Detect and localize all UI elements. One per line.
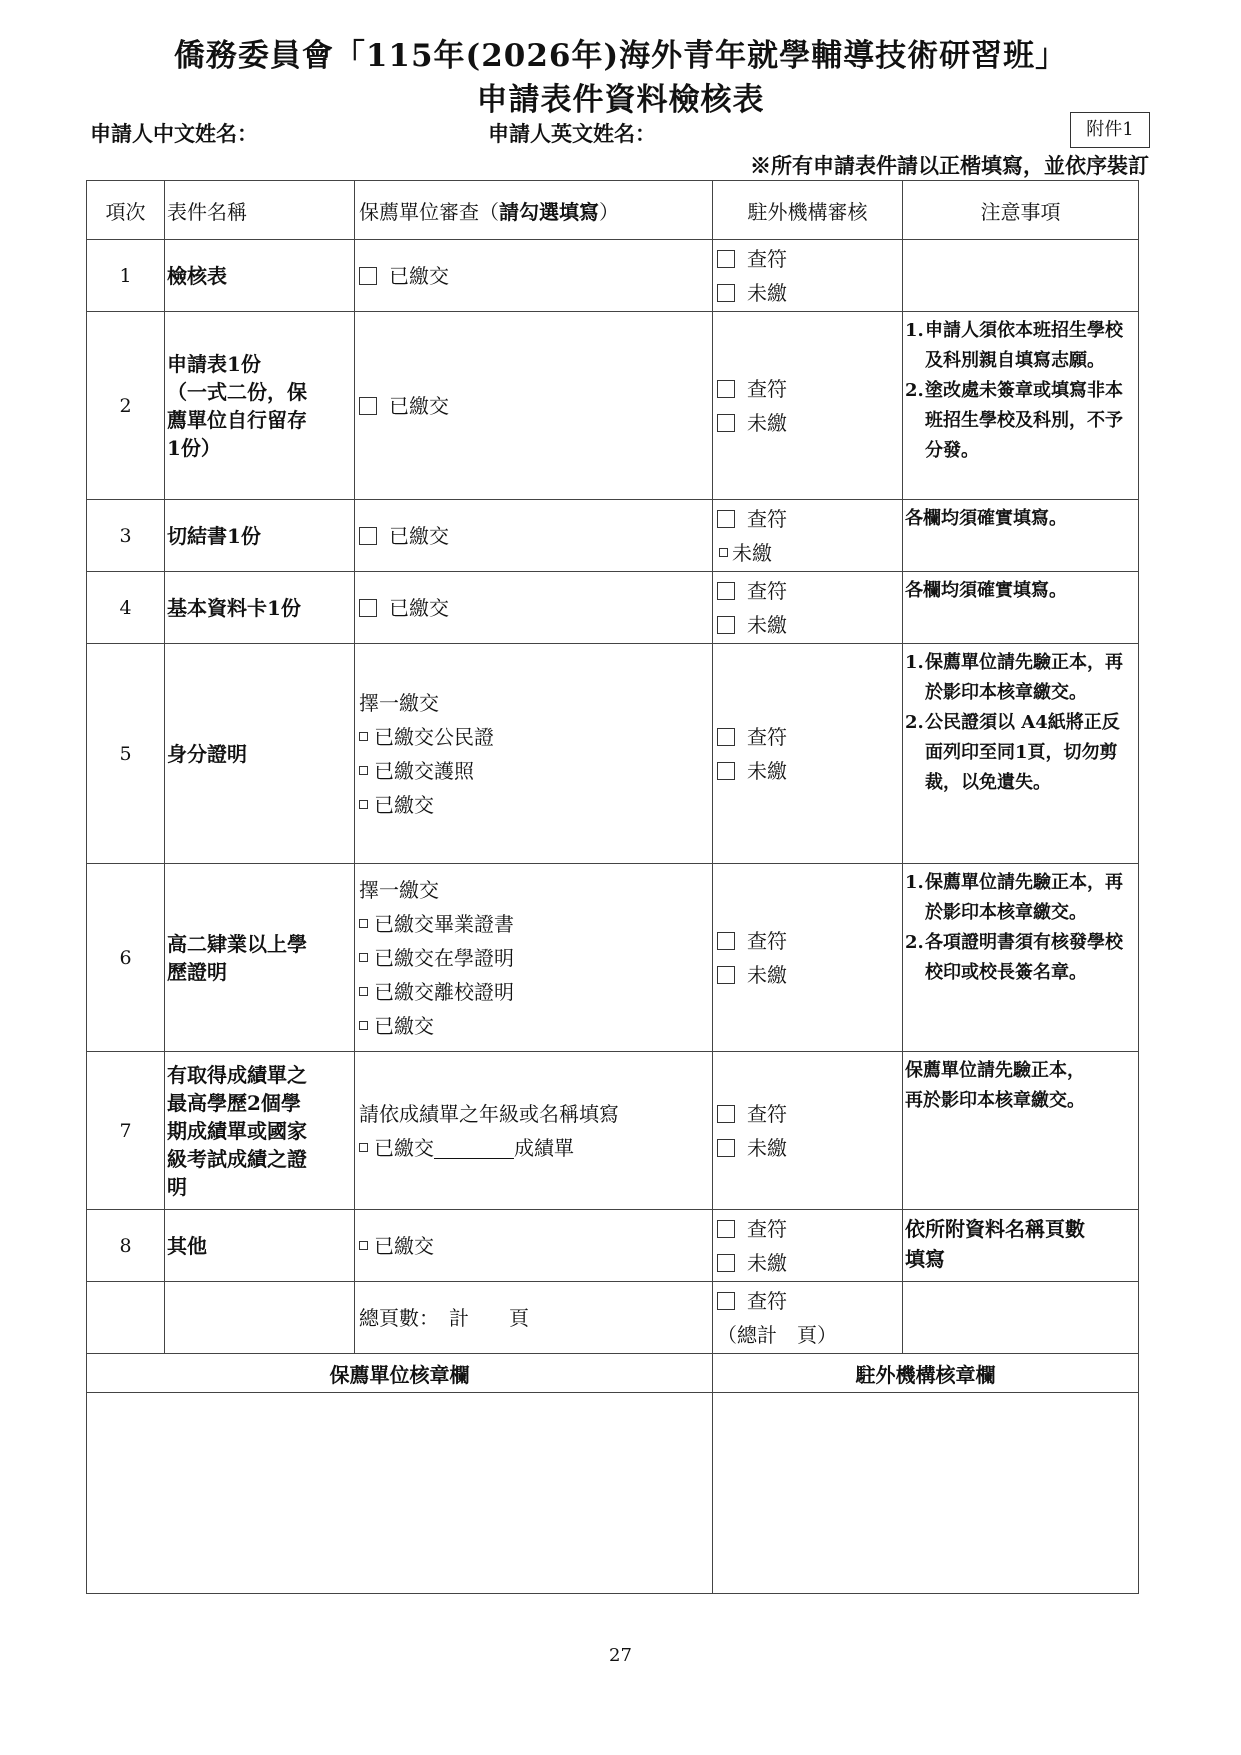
checkbox[interactable]	[359, 1143, 368, 1152]
overseas-total-check: 查符 （總計 頁）	[713, 1282, 903, 1354]
title-line-2: 申請表件資料檢核表	[476, 82, 765, 118]
table-row	[87, 572, 1139, 644]
stamp-row	[87, 1393, 1139, 1594]
notes: 各欄均須確實填寫。	[903, 572, 1139, 644]
checkbox[interactable]	[717, 414, 735, 432]
header-notes: 注意事項	[903, 181, 1139, 240]
checkbox[interactable]	[717, 1139, 735, 1157]
checkbox[interactable]	[717, 966, 735, 984]
total-pages: 總頁數： 計 頁	[355, 1282, 713, 1354]
checkbox[interactable]	[359, 527, 377, 545]
recommender-stamp-label: 保薦單位核章欄	[87, 1354, 713, 1393]
checkbox[interactable]	[359, 732, 368, 741]
overseas-check: 查符 未繳	[713, 240, 903, 312]
recommender-check: 已繳交	[355, 572, 713, 644]
form-name: 高二肄業以上學 歷證明	[165, 864, 355, 1052]
overseas-check: 查符 未繳	[713, 864, 903, 1052]
checkbox[interactable]	[359, 800, 368, 809]
header-row	[87, 181, 1139, 240]
recommender-check: 已繳交	[355, 500, 713, 572]
empty-cell	[903, 1282, 1139, 1354]
table-row	[87, 1052, 1139, 1210]
checkbox[interactable]	[717, 380, 735, 398]
binding-note: ※所有申請表件請以正楷填寫，並依序裝訂	[750, 153, 1149, 178]
overseas-check: 查符 未繳	[713, 644, 903, 864]
form-name: 其他	[165, 1210, 355, 1282]
notes: 1. 保薦單位請先驗正本，再於影印本核章繳交。 2. 各項證明書須有核發學校校印或校長簽名章。	[903, 864, 1139, 1052]
form-name: 基本資料卡1份	[165, 572, 355, 644]
recommender-check: 已繳交	[355, 1210, 713, 1282]
table-row	[87, 312, 1139, 500]
applicant-english-name-label: 申請人英文姓名：	[488, 121, 656, 146]
form-name: 檢核表	[165, 240, 355, 312]
table-row	[87, 644, 1139, 864]
form-name: 身分證明	[165, 644, 355, 864]
row-number: 6	[87, 864, 165, 1052]
form-name: 有取得成績單之 最高學歷2個學 期成績單或國家 級考試成績之證 明	[165, 1052, 355, 1210]
row-number: 7	[87, 1052, 165, 1210]
recommender-check: 擇一繳交 已繳交畢業證書 已繳交在學證明 已繳交離校證明 已繳交	[355, 864, 713, 1052]
recommender-stamp-area[interactable]	[87, 1393, 713, 1594]
transcript-blank[interactable]	[434, 1140, 514, 1159]
notes: 1. 申請人須依本班招生學校及科別親自填寫志願。 2. 塗改處未簽章或填寫非本班招生學校及科別，不予分發。	[903, 312, 1139, 500]
table-row	[87, 864, 1139, 1052]
checkbox[interactable]	[717, 250, 735, 268]
checkbox[interactable]	[717, 1105, 735, 1123]
row-number: 4	[87, 572, 165, 644]
recommender-check: 擇一繳交 已繳交公民證 已繳交護照 已繳交	[355, 644, 713, 864]
notes: 保薦單位請先驗正本， 再於影印本核章繳交。	[903, 1052, 1139, 1210]
table-row	[87, 500, 1139, 572]
checkbox[interactable]	[359, 1241, 368, 1250]
row-number: 1	[87, 240, 165, 312]
row-number: 8	[87, 1210, 165, 1282]
table-row	[87, 1210, 1139, 1282]
checkbox[interactable]	[359, 1021, 368, 1030]
checkbox[interactable]	[359, 766, 368, 775]
row-number: 2	[87, 312, 165, 500]
form-name: 申請表1份 （一式二份，保 薦單位自行留存 1份）	[165, 312, 355, 500]
overseas-stamp-label: 駐外機構核章欄	[713, 1354, 1139, 1393]
checkbox[interactable]	[717, 510, 735, 528]
form-name: 切結書1份	[165, 500, 355, 572]
checklist-table	[86, 180, 1139, 1594]
checkbox[interactable]	[359, 919, 368, 928]
overseas-stamp-area[interactable]	[713, 1393, 1139, 1594]
checkbox[interactable]	[717, 582, 735, 600]
header-recommender: 保薦單位審查（請勾選填寫）	[355, 181, 713, 240]
checkbox[interactable]	[359, 599, 377, 617]
empty-cell	[165, 1282, 355, 1354]
checkbox[interactable]	[717, 762, 735, 780]
checkbox[interactable]	[717, 1220, 735, 1238]
notes	[903, 240, 1139, 312]
notes: 1. 保薦單位請先驗正本，再於影印本核章繳交。 2. 公民證須以 A4紙將正反面列印至同1頁，切勿剪裁，以免遺失。	[903, 644, 1139, 864]
stamp-header-row	[87, 1354, 1139, 1393]
header-overseas: 駐外機構審核	[713, 181, 903, 240]
overseas-check: 查符 未繳	[713, 1210, 903, 1282]
title-line-1: 僑務委員會「115年(2026年)海外青年就學輔導技術研習班」	[173, 38, 1068, 74]
checkbox[interactable]	[359, 987, 368, 996]
recommender-check: 已繳交	[355, 312, 713, 500]
checkbox[interactable]	[359, 267, 377, 285]
applicant-chinese-name-label: 申請人中文姓名：	[90, 121, 258, 146]
recommender-check: 已繳交	[355, 240, 713, 312]
checkbox[interactable]	[717, 616, 735, 634]
checkbox[interactable]	[717, 284, 735, 302]
checkbox[interactable]	[719, 548, 728, 557]
overseas-check: 查符 未繳	[713, 572, 903, 644]
row-number: 3	[87, 500, 165, 572]
empty-cell	[87, 1282, 165, 1354]
notes: 依所附資料名稱頁數 填寫	[903, 1210, 1139, 1282]
checkbox[interactable]	[717, 1292, 735, 1310]
checkbox[interactable]	[717, 728, 735, 746]
checkbox[interactable]	[359, 397, 377, 415]
page-number: 27	[609, 1645, 632, 1666]
table-row	[87, 240, 1139, 312]
overseas-check: 查符 未繳	[713, 1052, 903, 1210]
total-row	[87, 1282, 1139, 1354]
recommender-check: 請依成績單之年級或名稱填寫 已繳交 成績單	[355, 1052, 713, 1210]
overseas-check: 查符 未繳	[713, 500, 903, 572]
notes: 各欄均須確實填寫。	[903, 500, 1139, 572]
header-form-name: 表件名稱	[165, 181, 355, 240]
checkbox[interactable]	[717, 932, 735, 950]
overseas-check: 查符 未繳	[713, 312, 903, 500]
checkbox[interactable]	[717, 1254, 735, 1272]
checkbox[interactable]	[359, 953, 368, 962]
annex-label: 附件1	[1070, 112, 1150, 148]
header-no: 項次	[87, 181, 165, 240]
row-number: 5	[87, 644, 165, 864]
